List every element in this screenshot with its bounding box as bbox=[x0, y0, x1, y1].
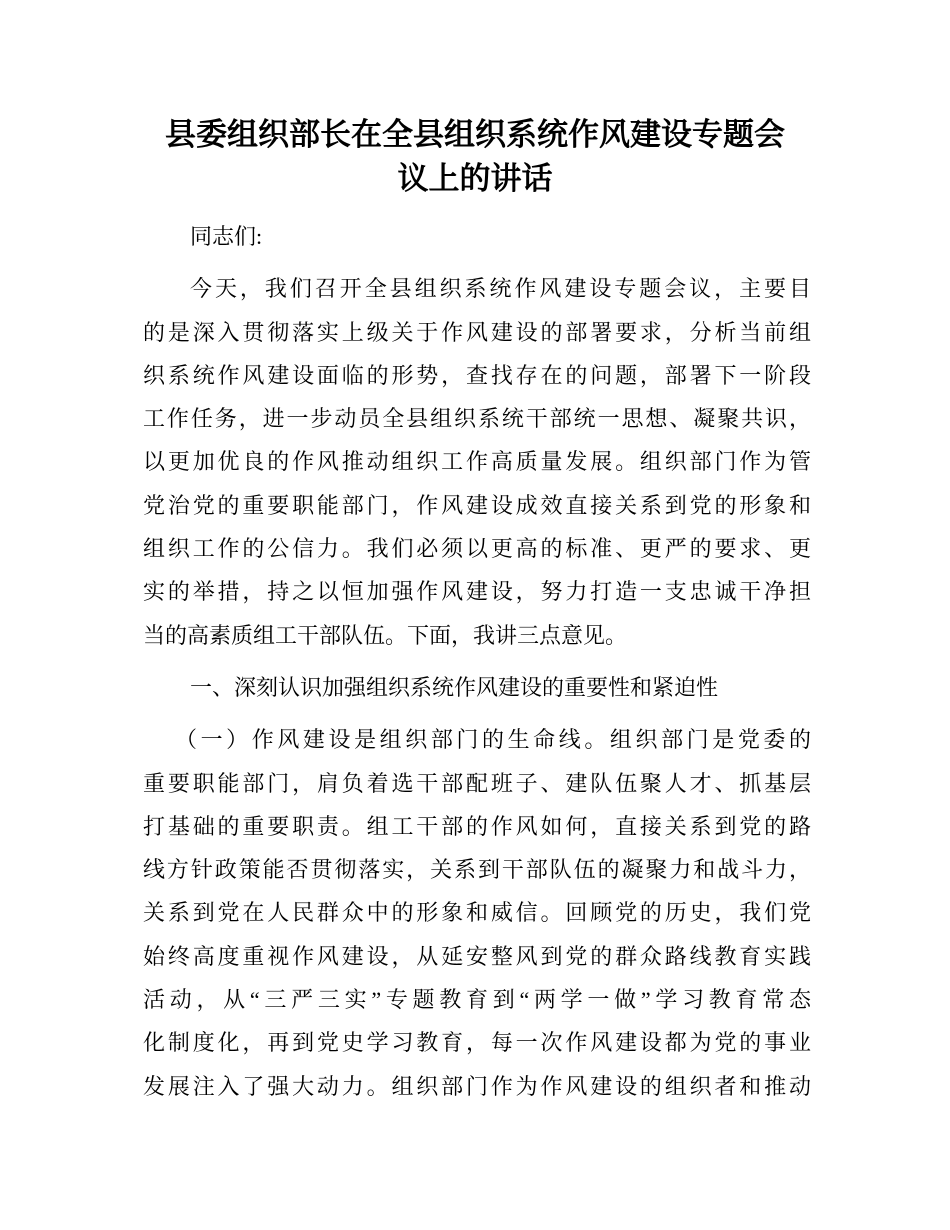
text-line: 化制度化，再到党史学习教育，每一次作风建设都为党的事业 bbox=[143, 1030, 811, 1056]
text-line: 以更加优良的作风推动组织工作高质量发展。组织部门作为管 bbox=[143, 449, 811, 475]
text-line: 工作任务，进一步动员全县组织系统干部统一思想、凝聚共识， bbox=[143, 406, 811, 432]
text-line: 党治党的重要职能部门，作风建设成效直接关系到党的形象和 bbox=[143, 492, 811, 518]
paragraph-2 bbox=[143, 718, 811, 1108]
text-line: （一）作风建设是组织部门的生命线。组织部门是党委的 bbox=[175, 727, 811, 753]
text-line: 织系统作风建设面临的形势，查找存在的问题，部署下一阶段 bbox=[143, 362, 811, 388]
text-line: 今天，我们召开全县组织系统作风建设专题会议，主要目 bbox=[190, 276, 811, 302]
text-line: 始终高度重视作风建设，从延安整风到党的群众路线教育实践 bbox=[143, 943, 811, 969]
text-line: 当的高素质组工干部队伍。下面，我讲三点意见。 bbox=[143, 622, 628, 648]
title-line: 议上的讲话 bbox=[397, 161, 553, 196]
text-line: 线方针政策能否贯彻落实，关系到干部队伍的凝聚力和战斗力， bbox=[143, 857, 811, 883]
paragraph-1 bbox=[143, 267, 811, 657]
text-line: 的是深入贯彻落实上级关于作风建设的部署要求，分析当前组 bbox=[143, 319, 811, 345]
text-line: 重要职能部门，肩负着选干部配班子、建队伍聚人才、抓基层 bbox=[143, 770, 811, 796]
salutation: 同志们: bbox=[190, 224, 263, 249]
text-line: 实的举措，持之以恒加强作风建设，努力打造一支忠诚干净担 bbox=[143, 579, 811, 605]
section-heading: 一、深刻认识加强组织系统作风建设的重要性和紧迫性 bbox=[190, 674, 719, 700]
document-body bbox=[143, 215, 811, 1108]
text-line: 组织工作的公信力。我们必须以更高的标准、更严的要求、更 bbox=[143, 536, 811, 562]
text-line: 关系到党在人民群众中的形象和威信。回顾党的历史，我们党 bbox=[143, 900, 811, 926]
title-line: 县委组织部长在全县组织系统作风建设专题会 bbox=[165, 117, 785, 152]
document-title bbox=[0, 113, 950, 201]
text-line: 发展注入了强大动力。组织部门作为作风建设的组织者和推动 bbox=[143, 1073, 811, 1099]
text-line: 打基础的重要职责。组工干部的作风如何，直接关系到党的路 bbox=[143, 813, 811, 839]
text-line: 活动，从“三严三实”专题教育到“两学一做”学习教育常态 bbox=[143, 987, 811, 1013]
